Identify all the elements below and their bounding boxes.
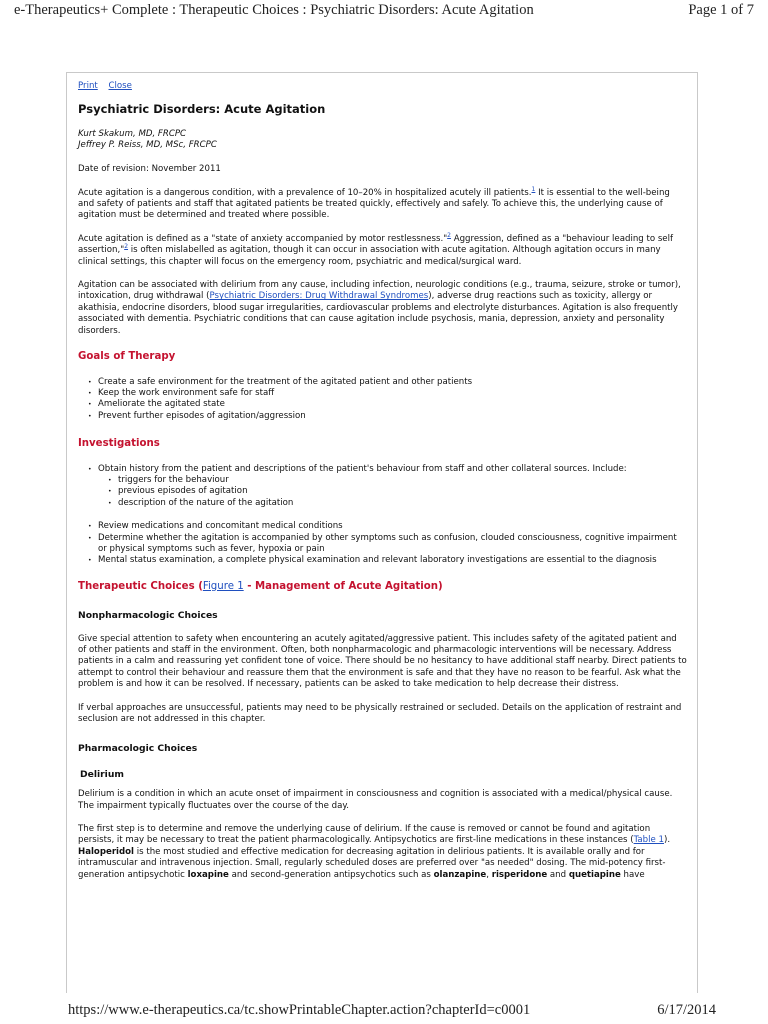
page-title: Psychiatric Disorders: Acute Agitation — [78, 102, 326, 117]
author-1: Kurt Skakum, MD, FRCPC — [78, 128, 187, 139]
investigations-heading: Investigations — [78, 438, 160, 450]
nonpharm-paragraph-1: Give special attention to safety when encountering an acutely agitated/aggressive patient. This includes safety of the agitated patient and of other patients and staff in the environment. Often, both nonpharmacologic and pharmacologic interventions will be necessary. Address patients in a calm and reassuring yet confident tone of voice. There should be no hesitancy to have additional staff nearby. Direct patients to attempt to control their behaviour and reassure them that the environment is safe and that they have no reason to be fearful. Ask what the problem is and how it can be resolved. If necessary, patients can be asked to take medication to help decrease their distress. — [78, 633, 687, 690]
list-item: • Review medications and concomitant medical conditions — [98, 521, 687, 532]
page-number: Page 1 of 7 — [688, 2, 754, 18]
drug-withdrawal-link[interactable]: Psychiatric Disorders: Drug Withdrawal Syndromes — [209, 291, 429, 302]
goals-list — [78, 377, 687, 423]
table-1-link[interactable]: Table 1 — [633, 835, 664, 846]
list-item: • description of the nature of the agitation — [118, 498, 687, 509]
list-item: • Prevent further episodes of agitation/aggression — [98, 411, 687, 422]
close-link[interactable]: Close — [108, 81, 132, 91]
chapter-content — [78, 81, 687, 893]
delirium-paragraph-1: Delirium is a condition in which an acute onset of impairment in consciousness and cognition is associated with a medical/physical cause. The impairment typically fluctuates over the course of the day. — [78, 789, 673, 811]
print-header — [14, 0, 754, 24]
reference-link[interactable]: 2 — [447, 231, 451, 239]
revision-date: Date of revision: November 2011 — [78, 164, 221, 175]
nonpharmacologic-heading: Nonpharmacologic Choices — [78, 610, 218, 622]
page-url: https://www.e-therapeutics.ca/tc.showPrintableChapter.action?chapterId=c0001 — [68, 1002, 531, 1018]
header-title: e-Therapeutics+ Complete : Therapeutic Choices : Psychiatric Disorders: Acute Agitation — [14, 2, 534, 18]
reference-link[interactable]: 1 — [531, 185, 536, 193]
investigations-list — [78, 464, 687, 567]
goals-heading: Goals of Therapy — [78, 351, 176, 363]
print-footer — [68, 998, 716, 1024]
print-link[interactable]: Print — [78, 81, 98, 91]
therapeutic-choices-heading: Therapeutic Choices (Figure 1 - Management of Acute Agitation) — [78, 580, 443, 592]
figure-1-link[interactable]: Figure 1 — [202, 580, 244, 592]
list-item: • Ameliorate the agitated state — [98, 399, 687, 410]
top-links — [78, 81, 687, 92]
list-item: • Keep the work environment safe for staff — [98, 388, 687, 399]
delirium-paragraph-2: The first step is to determine and remove the underlying cause of delirium. If the cause is removed or cannot be found and agitation persists, it may be necessary to treat the patient pharmacologically. Antipsychotics are first-line medications in these instances (Table 1). Haloperidol is the most studied and effective medication for decreasing agitation in delirious patients. It is available orally and for intramuscular and intravenous injection. Small, regularly scheduled doses are preferred over "as needed" dosing. The mid-potency first-generation antipsychotic loxapine and second-generation antipsychotics such as olanzapine, risperidone and quetiapine have — [78, 824, 671, 880]
intro-paragraph-1: Acute agitation is a dangerous condition, with a prevalence of 10–20% in hospitalized acutely ill patients.$^1$ It is essential to the well-being and safety of patients and staff that agitated patients be treated quickly, effectively and safely. To achieve this, the underlying cause of agitation must be determined and treated where possible. — [78, 185, 670, 221]
pharmacologic-heading: Pharmacologic Choices — [78, 743, 198, 755]
list-item: • triggers for the behaviour — [118, 475, 687, 486]
chapter-frame — [66, 72, 698, 993]
list-item: • Mental status examination, a complete physical examination and relevant laboratory investigations are essential to the diagnosis — [98, 555, 687, 566]
intro-paragraph-3: Agitation can be associated with delirium from any cause, including infection, neurologic conditions (e.g., trauma, seizure, stroke or tumor), intoxication, drug withdrawal (Psychiatric Disorders: Drug Withdrawal Syndromes), adverse drug reactions such as toxicity, allergy or akathisia, endocrine disorders, blood sugar irregularities, cardiovascular problems and electrolyte disturbances. Agitation is also frequently associated with dementia. Psychiatric conditions that can cause agitation include psychosis, mania, depression, anxiety and personality disorders. — [78, 280, 681, 336]
list-item: • Determine whether the agitation is accompanied by other symptoms such as confusion, clouded consciousness, cognitive impairment or physical symptoms such as fever, hypoxia or pain — [98, 533, 687, 556]
reference-link[interactable]: 2 — [124, 243, 129, 251]
author-2: Jeffrey P. Reiss, MD, MSc, FRCPC — [78, 140, 217, 151]
list-item: • Create a safe environment for the treatment of the agitated patient and other patients — [98, 377, 687, 388]
nonpharm-paragraph-2: If verbal approaches are unsuccessful, patients may need to be physically restrained or secluded. Details on the application of restraint and seclusion are not addressed in this chapter. — [78, 702, 682, 725]
list-item: • previous episodes of agitation — [118, 486, 687, 497]
intro-paragraph-2: Acute agitation is defined as a "state of anxiety accompanied by motor restlessness."$^2$ Aggression, defined as a "behaviour leading to self assertion,"$^2$ is often mislabelled as agitation, though it can occur in association with acute agitation. Although agitation occurs in many clinical settings, this chapter will focus on the emergency room, psychiatric and medical/surgical ward. — [78, 231, 673, 267]
print-date: 6/17/2014 — [657, 1002, 716, 1018]
list-item: • Obtain history from the patient and descriptions of the patient's behaviour from staff and other collateral sources. Include: • triggers for the behaviour • previous episodes of agitation • description of the nature of the agitation — [98, 464, 687, 510]
delirium-heading: Delirium — [80, 768, 124, 780]
investigations-sublist — [98, 475, 687, 509]
authors — [78, 129, 687, 151]
